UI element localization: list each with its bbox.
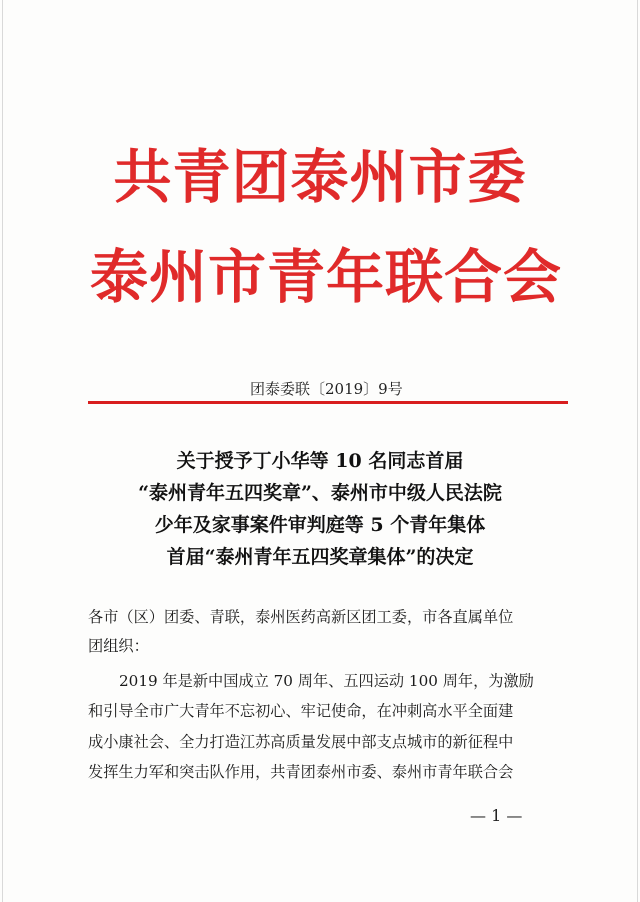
recipients-line-2: 团组织： <box>88 637 149 655</box>
page-number: — 1 — <box>470 806 523 825</box>
red-separator-line <box>88 401 568 404</box>
recipients-line-1: 各市（区）团委、青联，泰州医药高新区团工委，市各直属单位 <box>88 608 514 626</box>
paragraph-line-3: 成小康社会、全力打造江苏高质量发展中部支点城市的新征程中 <box>88 733 514 751</box>
document-number: 团泰委联〔2019〕9号 <box>250 380 403 398</box>
title-line-2: “泰州青年五四奖章”、泰州市中级人民法院 <box>138 482 502 504</box>
paragraph-line-2: 和引导全市广大青年不忘初心、牢记使命，在冲刺高水平全面建 <box>88 702 514 720</box>
title-line-4: 首届“泰州青年五四奖章集体”的决定 <box>166 546 474 568</box>
paragraph-line-1: 2019 年是新中国成立 70 周年、五四运动 100 周年，为激励 <box>119 672 534 690</box>
title-line-3: 少年及家事案件审判庭等 5 个青年集体 <box>154 514 486 536</box>
issuer-name-line-2: 泰州市青年联合会 <box>90 243 563 311</box>
scan-edge-left <box>2 0 3 902</box>
paragraph-line-4: 发挥生力军和突击队作用，共青团泰州市委、泰州市青年联合会 <box>88 763 514 781</box>
issuer-name-line-1: 共青团泰州市委 <box>113 143 527 211</box>
scan-edge-right <box>637 0 638 902</box>
title-line-1: 关于授予丁小华等 10 名同志首届 <box>176 450 464 472</box>
